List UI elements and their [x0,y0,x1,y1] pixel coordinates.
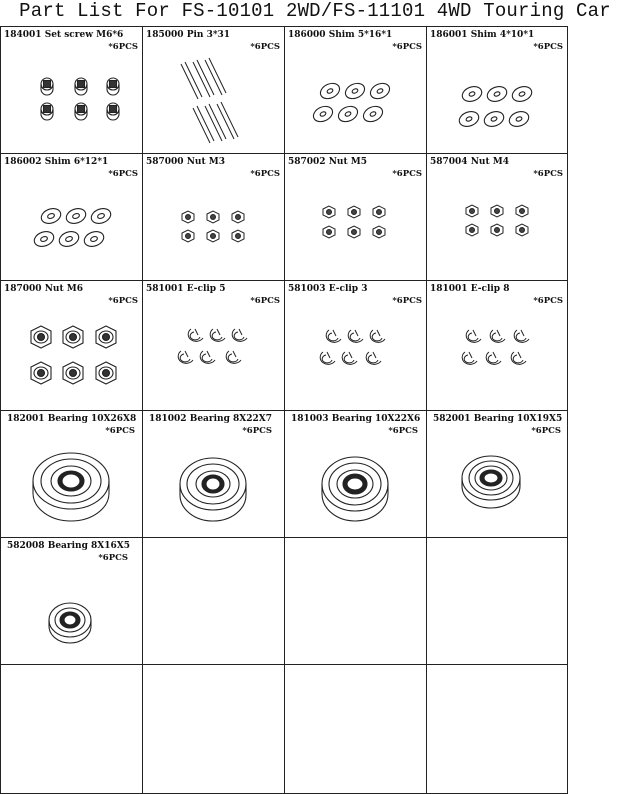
part-qty: *6PCS [108,169,138,179]
nut-icon [1,281,143,411]
bearing-icon [427,411,568,538]
part-label: 186002 Shim 6*12*1 [4,157,109,167]
set-screw-icon [1,27,143,154]
part-qty: *6PCS [392,42,422,52]
bearing-icon [1,538,143,665]
empty-cell [285,538,427,665]
part-cell-bearing-8x16x5 [1,538,143,665]
part-qty: *6PCS [108,42,138,52]
part-cell-bearing-10x22x6 [285,411,427,538]
part-label: 186001 Shim 4*10*1 [430,30,535,40]
e-clip-icon [285,281,427,411]
nut-icon [143,154,285,281]
bearing-icon [1,411,143,538]
part-qty: *6PCS [531,426,561,436]
part-cell-shim-5x16 [285,27,427,154]
part-cell-e-clip-3 [285,281,427,411]
part-cell-e-clip-8 [427,281,568,411]
part-cell-shim-4x10 [427,27,568,154]
nut-icon [285,154,427,281]
part-cell-bearing-10x26x8 [1,411,143,538]
part-cell-nut-m5 [285,154,427,281]
part-qty: *6PCS [250,42,280,52]
part-label: 581001 E-clip 5 [146,284,226,294]
part-qty: *6PCS [98,553,128,563]
bearing-icon [143,411,285,538]
part-label: 581003 E-clip 3 [288,284,368,294]
part-cell-bearing-8x22x7 [143,411,285,538]
part-cell-nut-m4 [427,154,568,281]
part-cell-bearing-10x19x5 [427,411,568,538]
page-title: Part List For FS-10101 2WD/FS-11101 4WD Touring Car [19,0,611,22]
pin-icon [143,27,285,154]
part-qty: *6PCS [108,296,138,306]
part-qty: *6PCS [388,426,418,436]
part-cell-nut-m3 [143,154,285,281]
part-cell-nut-m6 [1,281,143,411]
part-qty: *6PCS [250,169,280,179]
part-label: 582008 Bearing 8X16X5 [7,541,131,551]
part-label: 181002 Bearing 8X22X7 [149,414,273,424]
part-label: 587002 Nut M5 [288,157,367,167]
part-qty: *6PCS [533,169,563,179]
part-label: 181003 Bearing 10X22X6 [291,414,421,424]
empty-cell [143,538,285,665]
part-label: 587000 Nut M3 [146,157,225,167]
part-qty: *6PCS [250,296,280,306]
shim-icon [1,154,143,281]
part-label: 582001 Bearing 10X19X5 [433,414,563,424]
part-cell-pin [143,27,285,154]
part-cell-shim-6x12 [1,154,143,281]
e-clip-icon [427,281,568,411]
part-qty: *6PCS [105,426,135,436]
part-cell-set-screw [1,27,143,154]
part-qty: *6PCS [392,296,422,306]
empty-cell [1,665,143,794]
empty-cell [427,665,568,794]
part-label: 184001 Set screw M6*6 [4,30,124,40]
parts-grid [0,26,568,794]
nut-icon [427,154,568,281]
shim-icon [285,27,427,154]
part-qty: *6PCS [533,296,563,306]
part-label: 182001 Bearing 10X26X8 [7,414,137,424]
e-clip-icon [143,281,285,411]
empty-cell [427,538,568,665]
part-qty: *6PCS [242,426,272,436]
empty-cell [143,665,285,794]
part-label: 187000 Nut M6 [4,284,83,294]
shim-icon [427,27,568,154]
part-label: 181001 E-clip 8 [430,284,510,294]
part-label: 186000 Shim 5*16*1 [288,30,393,40]
part-label: 587004 Nut M4 [430,157,509,167]
part-qty: *6PCS [392,169,422,179]
part-cell-e-clip-5 [143,281,285,411]
empty-cell [285,665,427,794]
part-label: 185000 Pin 3*31 [146,30,231,40]
part-qty: *6PCS [533,42,563,52]
bearing-icon [285,411,427,538]
